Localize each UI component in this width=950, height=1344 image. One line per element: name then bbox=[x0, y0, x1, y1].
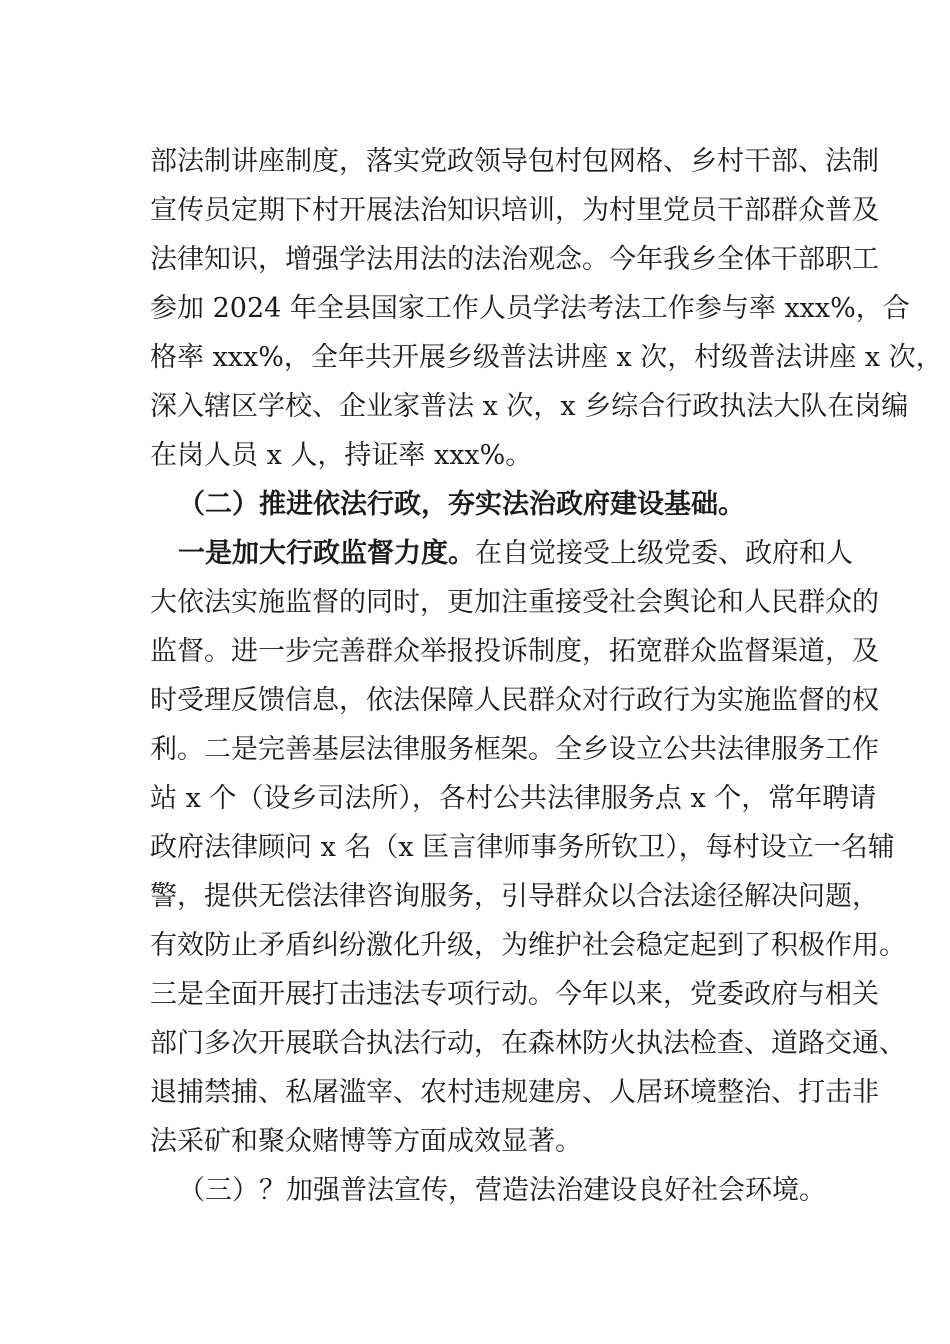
paragraph-line: 深入辖区学校、企业家普法 x 次，x 乡综合行政执法大队在岗编 bbox=[150, 391, 909, 422]
paragraph-lead-rest: 在自觉接受上级党委、政府和人 bbox=[475, 538, 853, 569]
section-heading-3: （三）？加强普法宣传，营造法治建设良好社会环境。 bbox=[178, 1175, 826, 1206]
paragraph-line: 法采矿和聚众赌博等方面成效显著。 bbox=[150, 1126, 582, 1157]
paragraph-line: 有效防止矛盾纠纷激化升级，为维护社会稳定起到了积极作用。 bbox=[150, 930, 906, 961]
paragraph-line: 政府法律顾问 x 名（x 匡言律师事务所钦卫），每村设立一名辅 bbox=[150, 832, 895, 863]
paragraph-line: 法律知识，增强学法用法的法治观念。今年我乡全体干部职工 bbox=[150, 244, 879, 275]
paragraph-line: 时受理反馈信息，依法保障人民群众对行政行为实施监督的权 bbox=[150, 685, 879, 716]
paragraph-line: 部法制讲座制度，落实党政领导包村包网格、乡村干部、法制 bbox=[150, 146, 879, 177]
paragraph-lead: 一是加大行政监督力度。 bbox=[178, 538, 475, 569]
paragraph-line: 警，提供无偿法律咨询服务，引导群众以合法途径解决问题， bbox=[150, 881, 879, 912]
paragraph-line: 格率 xxx%，全年共开展乡级普法讲座 x 次，村级普法讲座 x 次， bbox=[150, 342, 943, 373]
paragraph-line: 部门多次开展联合执法行动，在森林防火执法检查、道路交通、 bbox=[150, 1028, 906, 1059]
paragraph-line: 参加 2024 年全县国家工作人员学法考法工作参与率 xxx%，合 bbox=[150, 293, 910, 324]
paragraph-line: 大依法实施监督的同时，更加注重接受社会舆论和人民群众的 bbox=[150, 587, 879, 618]
paragraph-line: 利。二是完善基层法律服务框架。全乡设立公共法律服务工作 bbox=[150, 734, 879, 765]
section-heading-2: （二）推进依法行政，夯实法治政府建设基础。 bbox=[178, 489, 745, 520]
paragraph-line: 监督。进一步完善群众举报投诉制度，拓宽群众监督渠道，及 bbox=[150, 636, 879, 667]
paragraph-line: 站 x 个（设乡司法所），各村公共法律服务点 x 个，常年聘请 bbox=[150, 783, 877, 814]
paragraph-line: 在岗人员 x 人，持证率 xxx%。 bbox=[150, 440, 533, 471]
paragraph-line: 三是全面开展打击违法专项行动。今年以来，党委政府与相关 bbox=[150, 979, 879, 1010]
paragraph-line: 宣传员定期下村开展法治知识培训，为村里党员干部群众普及 bbox=[150, 195, 879, 226]
paragraph-line: 退捕禁捕、私屠滥宰、农村违规建房、人居环境整治、打击非 bbox=[150, 1077, 879, 1108]
paragraph-first-line bbox=[178, 532, 853, 576]
